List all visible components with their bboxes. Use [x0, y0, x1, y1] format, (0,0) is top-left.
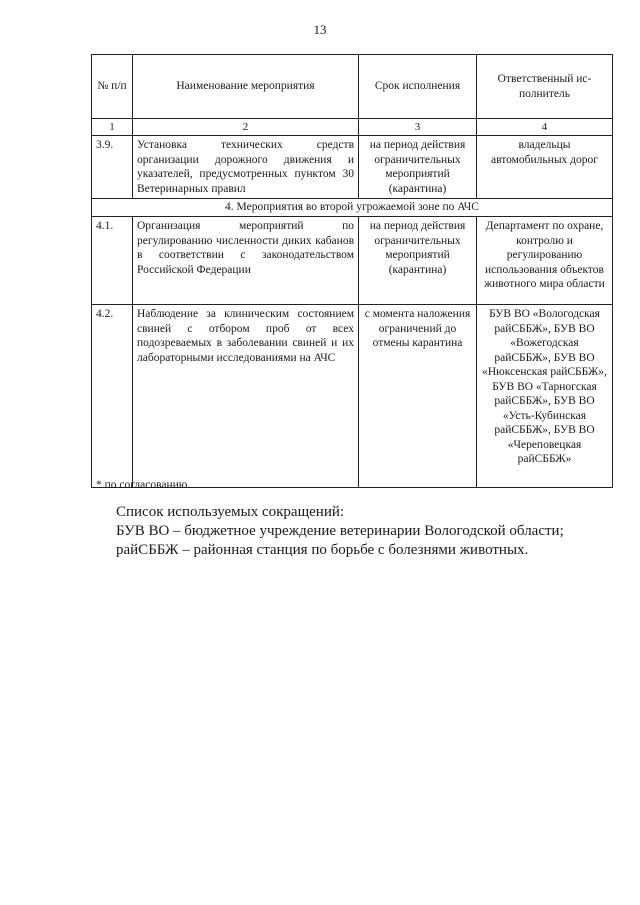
measure-responsible: Департамент по охране, контролю и регулированию использования объектов животного мира области: [477, 217, 613, 305]
page-number: 13: [313, 22, 327, 37]
measure-responsible: БУВ ВО «Вологодская райСББЖ», БУВ ВО «Вожегодская райСББЖ», БУВ ВО «Нюксенская райСББЖ», БУВ ВО «Тарногская райСББЖ», БУВ ВО «Усть-Кубинская райСББЖ», БУВ ВО «Череповецкая райСББЖ»: [477, 305, 613, 488]
measure-responsible: владельцы автомобильных дорог: [477, 136, 613, 199]
row-number: 3.9.: [92, 136, 133, 199]
header-term: Срок исполнения: [359, 55, 477, 119]
index-cell: 3: [359, 119, 477, 136]
footnote: * по согласованию.: [96, 479, 191, 491]
measure-term: с момента наложения ограничений до отмены карантина: [359, 305, 477, 488]
measure-name: Организация мероприятий по регулированию численности диких кабанов в соответствии с законодательством Российской Федерации: [133, 217, 359, 305]
column-index-row: [92, 119, 613, 136]
measures-table: [91, 54, 613, 488]
header-num: № п/п: [92, 55, 133, 119]
measure-term: на период действия ограничительных мероприятий (карантина): [359, 136, 477, 199]
header-name: Наименование мероприятия: [133, 55, 359, 119]
section-heading: 4. Мероприятия во второй угрожаемой зоне по АЧС: [92, 199, 613, 217]
measure-name: Наблюдение за клиническим состоянием свиней с отбором проб от всех подозреваемых в заболевании свиней и их лабораторными исследованиями на АЧС: [133, 305, 359, 488]
header-resp: Ответственный ис-полнитель: [477, 55, 613, 119]
row-number: 4.1.: [92, 217, 133, 305]
measure-term: на период действия ограничительных мероприятий (карантина): [359, 217, 477, 305]
abbreviation-item: райСББЖ – районная станция по борьбе с болезнями животных.: [116, 542, 529, 558]
table-row: [92, 305, 613, 488]
measure-name: Установка технических средств организации дорожного движения и указателей, предусмотренных пунктом 30 Ветеринарных правил: [133, 136, 359, 199]
abbreviations-heading: Список используемых сокращений:: [116, 504, 345, 520]
table-header-row: [92, 55, 613, 119]
abbreviations-block: [116, 503, 564, 560]
table-row: [92, 217, 613, 305]
index-cell: 2: [133, 119, 359, 136]
index-cell: 4: [477, 119, 613, 136]
section-heading-row: [92, 199, 613, 217]
row-number: 4.2.: [92, 305, 133, 488]
abbreviation-item: БУВ ВО – бюджетное учреждение ветеринарии Вологодской области;: [116, 523, 564, 539]
index-cell: 1: [92, 119, 133, 136]
table-row: [92, 136, 613, 199]
